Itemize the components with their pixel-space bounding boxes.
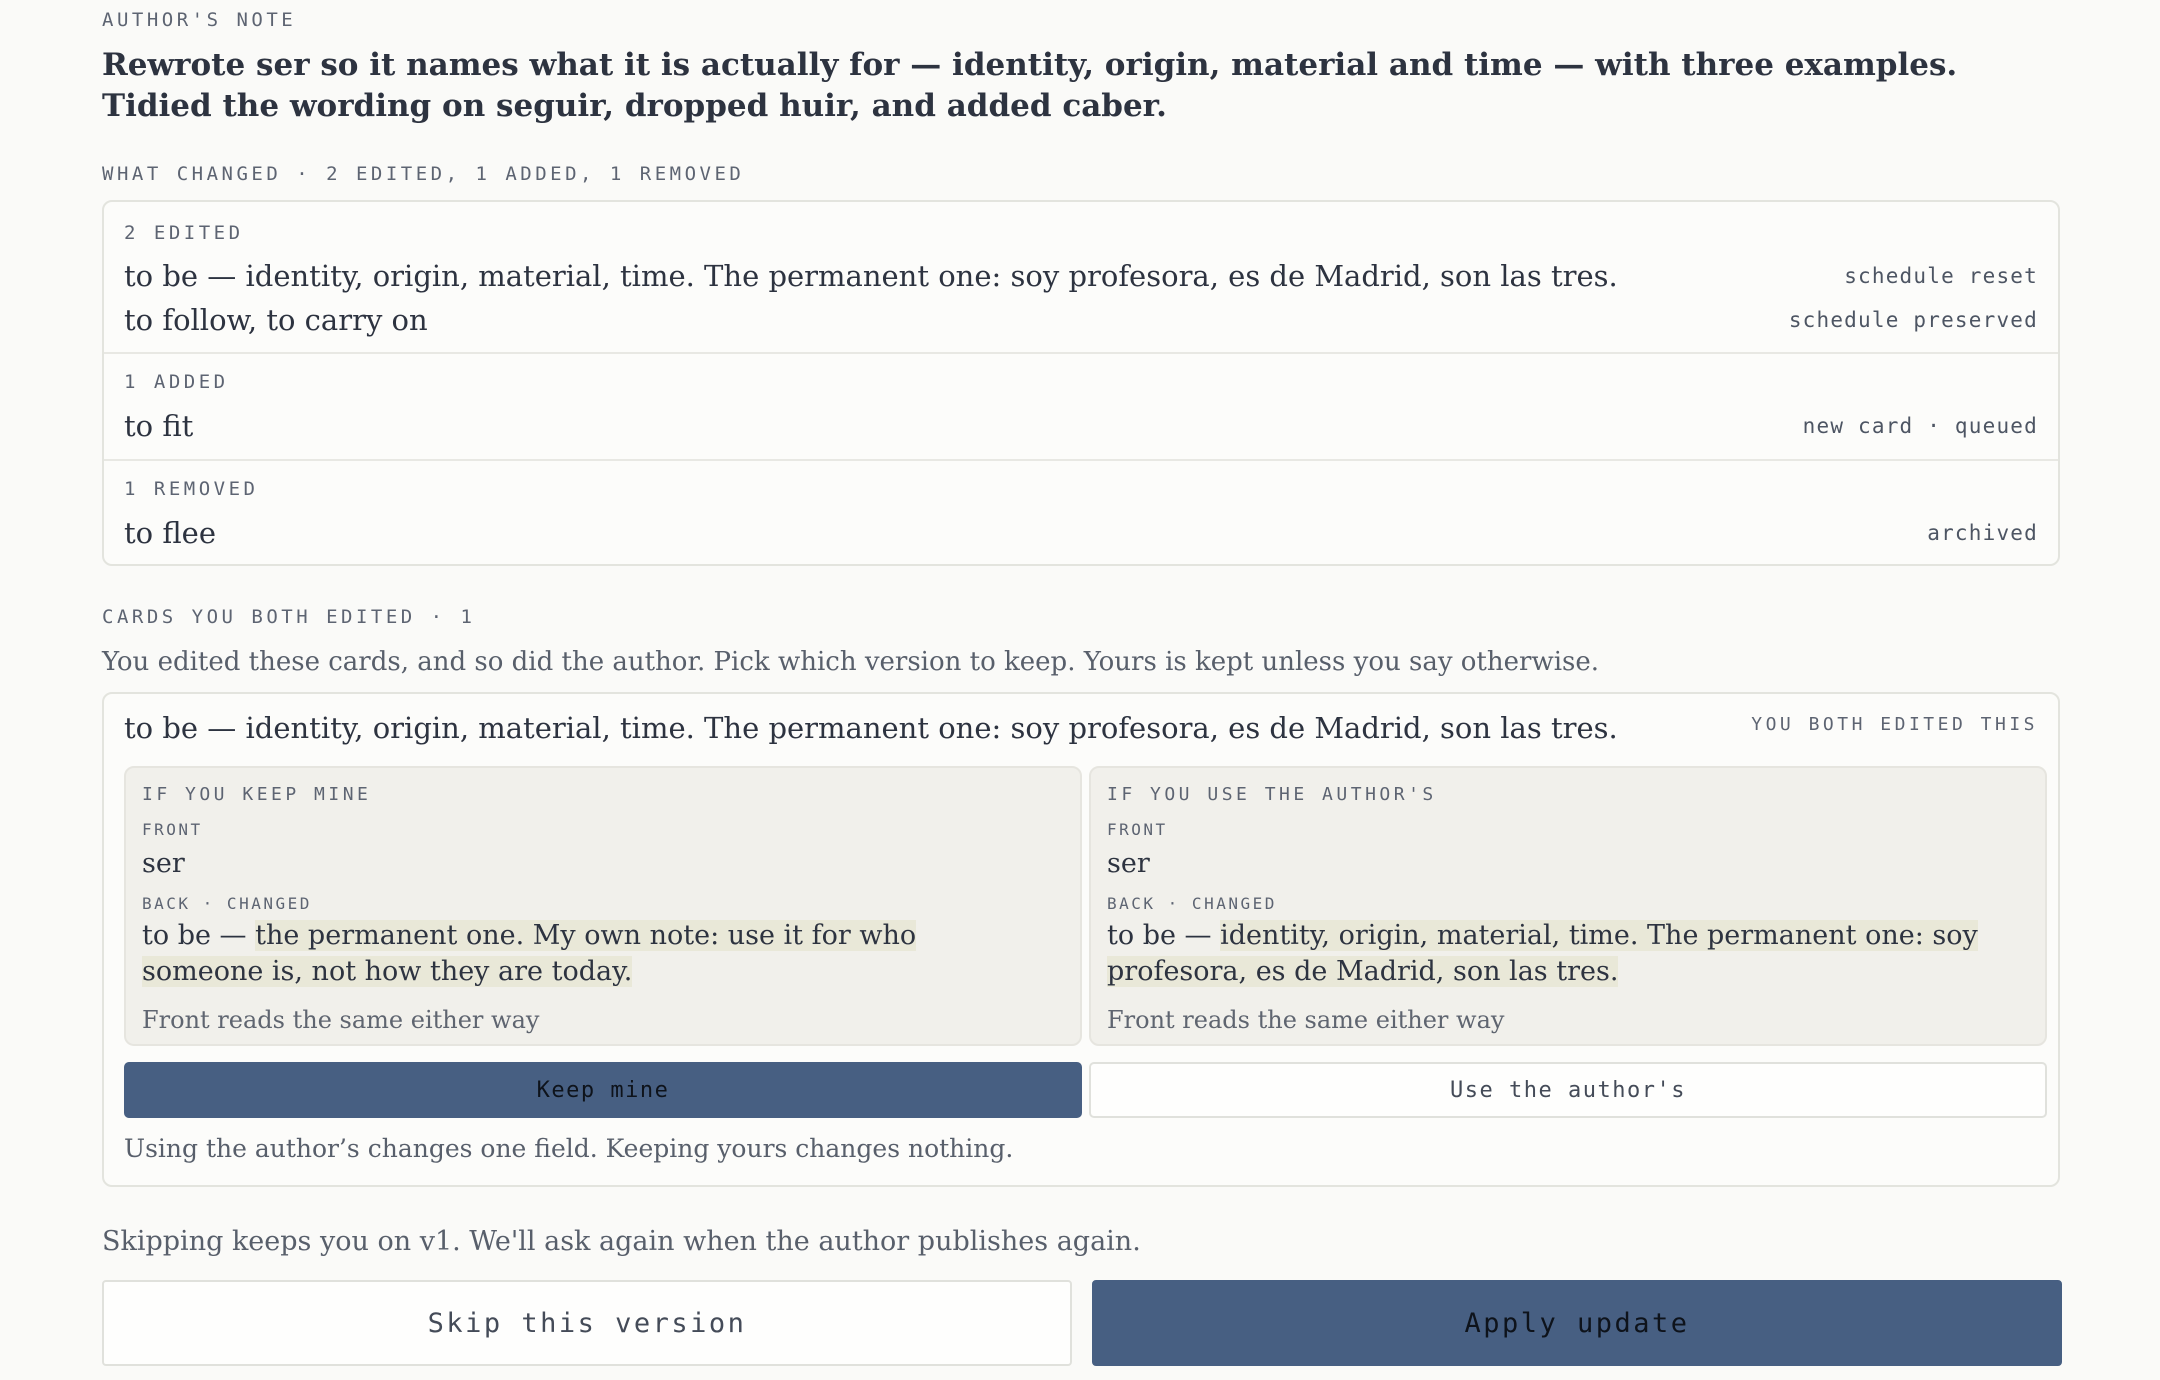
list-item — [124, 511, 2038, 555]
edited-section-label: 2 EDITED — [124, 222, 244, 244]
skip-version-button[interactable]: Skip this version — [102, 1280, 1072, 1366]
front-value: ser — [142, 848, 185, 879]
what-changed-label: WHAT CHANGED · 2 EDITED, 1 ADDED, 1 REMOVED — [102, 163, 745, 185]
list-item — [124, 298, 2038, 342]
added-section — [104, 352, 2058, 461]
back-unchanged-text: to be — — [142, 920, 256, 951]
removed-section — [104, 459, 2058, 566]
conflict-card — [102, 692, 2060, 1187]
back-value — [1107, 918, 1989, 990]
list-item — [124, 254, 2038, 298]
change-status: schedule reset — [1844, 264, 2038, 288]
conflict-summary: Using the author’s changes one field. Keeping yours changes nothing. — [124, 1134, 1014, 1163]
author-version-heading: IF YOU USE THE AUTHOR'S — [1107, 784, 1437, 805]
edited-section — [104, 202, 2058, 352]
back-value — [142, 918, 1024, 990]
list-item — [124, 404, 2038, 448]
both-edited-badge: YOU BOTH EDITED THIS — [1751, 714, 2038, 735]
change-status: schedule preserved — [1788, 308, 2038, 332]
back-changed-text: identity, origin, material, time. The permanent one: soy profesora, es de Madrid, son las tres. — [1107, 920, 1978, 987]
skip-note: Skipping keeps you on v1. We'll ask again when the author publishes again. — [102, 1226, 1141, 1257]
change-term: to follow, to carry on — [124, 303, 428, 337]
back-changed-text: the permanent one. My own note: use it for who someone is, not how they are today. — [142, 920, 917, 987]
conflicts-label: CARDS YOU BOTH EDITED · 1 — [102, 606, 476, 628]
change-status: new card · queued — [1802, 414, 2038, 438]
front-note: Front reads the same either way — [142, 1006, 540, 1034]
front-note: Front reads the same either way — [1107, 1006, 1505, 1034]
change-term: to flee — [124, 516, 216, 550]
authors-note-label: AUTHOR'S NOTE — [102, 9, 297, 31]
use-authors-button[interactable]: Use the author's — [1089, 1062, 2047, 1118]
authors-note-text: Rewrote ser so it names what it is actually for — identity, origin, material and time — with three examples. Tidied the wording on seguir, dropped huir, and added caber. — [102, 47, 1958, 124]
changes-panel — [102, 200, 2060, 566]
front-label: FRONT — [142, 820, 203, 839]
back-unchanged-text: to be — — [1107, 920, 1221, 951]
added-section-label: 1 ADDED — [124, 371, 229, 393]
my-version-heading: IF YOU KEEP MINE — [142, 784, 372, 805]
conflicts-description: You edited these cards, and so did the author. Pick which version to keep. Yours is kept unless you say otherwise. — [102, 647, 1600, 677]
removed-section-label: 1 REMOVED — [124, 478, 259, 500]
front-value: ser — [1107, 848, 1150, 879]
front-label: FRONT — [1107, 820, 1168, 839]
back-label: BACK · CHANGED — [1107, 894, 1277, 913]
change-status: archived — [1927, 521, 2038, 545]
change-term: to be — identity, origin, material, time. The permanent one: soy profesora, es de Madrid, son las tres. — [124, 259, 1618, 293]
back-label: BACK · CHANGED — [142, 894, 312, 913]
apply-update-button[interactable]: Apply update — [1092, 1280, 2062, 1366]
keep-mine-button[interactable]: Keep mine — [124, 1062, 1082, 1118]
change-term: to fit — [124, 409, 194, 443]
conflict-card-title: to be — identity, origin, material, time. The permanent one: soy profesora, es de Madrid, son las tres. — [124, 711, 1618, 745]
author-version-panel — [1089, 766, 2047, 1046]
my-version-panel — [124, 766, 1082, 1046]
